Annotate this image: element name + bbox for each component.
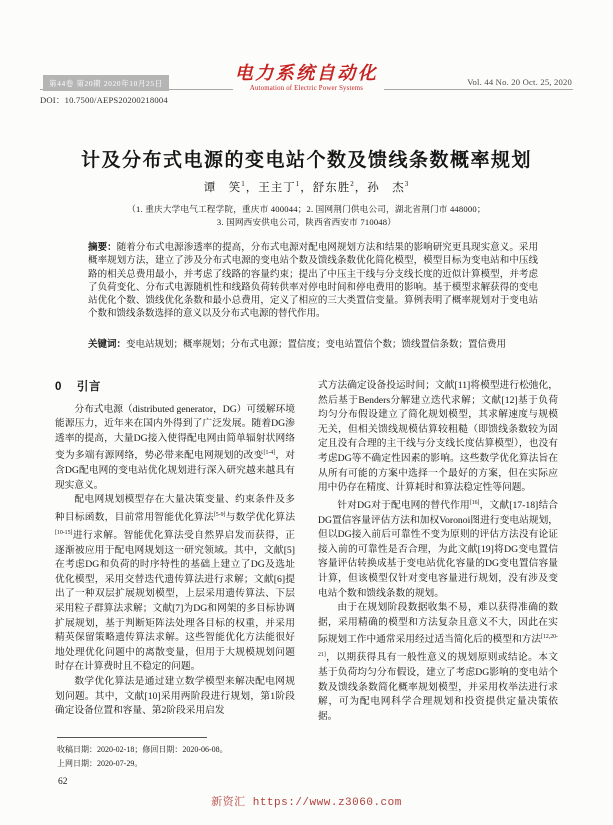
abstract-label: 摘要： bbox=[88, 243, 117, 253]
citation-superscript: 2 bbox=[350, 180, 355, 189]
text-run: 与数学优化算法 bbox=[225, 512, 296, 524]
section-number: 0 bbox=[55, 381, 62, 393]
keywords bbox=[88, 339, 538, 352]
paragraph bbox=[318, 379, 558, 496]
text-run: 配电网规划模型存在大量决策变量、约束条件及多种目标函数，目前常用智能优化算法 bbox=[55, 494, 295, 524]
issue-info-en: Vol. 44 No. 20 Oct. 25, 2020 bbox=[467, 77, 572, 87]
left-column bbox=[55, 379, 295, 724]
citation-superscript: [10-15] bbox=[55, 529, 73, 536]
doi: DOI：10.7500/AEPS20200218004 bbox=[40, 95, 168, 105]
text-run: ，对含DG配电网的变电站优化规划进行深入研究越来越具有现实意义。 bbox=[55, 450, 295, 491]
issue-info-cn: 第44卷 第20期 2020年10月25日 bbox=[43, 75, 169, 91]
paragraph bbox=[55, 675, 295, 719]
footnote-dates-line-2: 上网日期：2020-07-29。 bbox=[57, 758, 143, 768]
citation-superscript: 3 bbox=[404, 180, 410, 189]
footnote-rule bbox=[57, 737, 207, 738]
text-run: 针对DG对于配电网的替代作用 bbox=[337, 499, 470, 511]
citation-superscript: [1-4] bbox=[263, 450, 276, 457]
footnote-block bbox=[57, 737, 317, 770]
right-column bbox=[318, 379, 558, 724]
affiliation-line-1: （1. 重庆大学电气工程学院，重庆市 400044；2. 国网荆门供电公司，湖北省荆门市 448000； bbox=[127, 204, 486, 214]
page-number: 62 bbox=[58, 777, 68, 787]
keywords-label: 关键词： bbox=[88, 340, 127, 350]
text-run: 进行求解。智能优化算法受自然界启发而获得，正逐渐被应用于配电网规划这一研究领域。其中，文献[5]在考虑DG和负荷的时序特性的基础上建立了DG及选址优化模型，采用交替迭代遗传算法进行求解；文献[6]提出了一种双层扩展规划模型，上层采用遗传算法、下层采用粒子群算法求解；文献[7]为DG和网架的多目标协调扩展规划，基于判断矩阵法处理各目标的权重，并采用精英保留策略遗传算法求解。这些智能优化方法能很好地处理优化问题中的离散变量，但用于大规模规划问题时存在计算费时且不稳定的问题。 bbox=[55, 530, 295, 673]
text-run: ，以期获得具有一般性意义的规划原则或结论。本文基于负荷均匀分布假设，建立了考虑DG影响的变电站个数及馈线条数简化概率规划模型，并采用枚举法进行求解，可为配电网科学合理规划和投资提供定量决策依据。 bbox=[318, 652, 558, 722]
citation-superscript: [5-9] bbox=[213, 511, 226, 518]
footnote-dates-line-1: 收稿日期：2020-02-18；修回日期：2020-06-08。 bbox=[57, 745, 228, 754]
text-run: 谭 笑 bbox=[203, 182, 242, 194]
affiliation-line-2: 3. 国网西安供电公司，陕西省西安市 710048） bbox=[216, 217, 397, 227]
paragraph bbox=[318, 496, 558, 601]
journal-name-en: Automation of Electric Power Systems bbox=[249, 84, 364, 92]
citation-superscript: 1 bbox=[241, 180, 246, 189]
abstract bbox=[88, 242, 538, 322]
text-run: 数学优化算法是通过建立数学模型来解决配电网规划问题。其中，文献[10]采用两阶段进行规划，第1阶段确定设备位置和容量、第2阶段采用启发 bbox=[55, 675, 295, 717]
text-run: 式方法确定设备投运时间；文献[11]将模型进行松弛化，然后基于Benders分解建立迭代求解；文献[12]基于负荷均匀分布假设建立了简化规划模型，其求解速度与规模无关，但相关馈线规模估算较粗糙（即馈线条数较为固定且没有合理的主干线与分支线长度估算模型），也没有考虑DG等不确定性因素的影响。这些数学优化算法旨在从所有可能的方案中选择一个最好的方案，但在实际应用中仍存在精度、计算耗时和算法稳定性等问题。 bbox=[318, 380, 558, 494]
paper-title: 计及分布式电源的变电站个数及馈线条数概率规划 bbox=[80, 150, 532, 171]
paragraph bbox=[55, 403, 295, 494]
authors-line bbox=[0, 179, 613, 195]
keywords-text: 变电站规划；概率规划；分布式电源；置信度；变电站置信个数；馈线置信条数；置信费用 bbox=[126, 340, 507, 350]
text-run: 分布式电源（distributed generator，DG）可缓解环境能源压力，近年来在国内外得到了广泛发展。随着DG渗透率的提高，大量DG接入使得配电网由简单辐射状网络变为多端有源网络，势必带来配电网规划的改变 bbox=[55, 403, 295, 462]
citation-superscript: [12,20-21] bbox=[318, 634, 558, 659]
paragraph bbox=[55, 493, 295, 675]
paragraph bbox=[318, 601, 558, 724]
body-columns bbox=[55, 379, 558, 724]
text-run: 由于在规划阶段数据收集不易，难以获得准确的数据，采用精确的模型和方法复杂且意义不大，因此在实际规划工作中通常采用经过适当简化后的模型和方法 bbox=[318, 602, 558, 646]
right-column-paragraphs bbox=[318, 379, 558, 724]
text-run: ，文献[17-18]结合DG置信容量评估方法和加权Voronoi图进行变电站规划，但以DG接入前后可靠性不变为原则的评估方法没有论证接入前的可靠性是否合理，为此文献[19]将DG变电置信容量评估转换成基于变电站优化容量的DG变电置信容量计算，但该模型仅针对变电容量进行规划，没有涉及变电站个数和馈线条数的规划。 bbox=[318, 499, 558, 599]
left-column-paragraphs bbox=[55, 403, 295, 719]
watermark-link[interactable]: 新资汇 https://www.z3060.com bbox=[211, 797, 402, 809]
text-run: ，王主丁 bbox=[245, 182, 296, 194]
abstract-text: 随着分布式电源渗透率的提高，分布式电源对配电网规划方法和结果的影响研究更具现实意义。采用概率规划方法，建立了涉及分布式电源的变电站个数及馈线条数优化简化模型，模型目标为变电站和中压线路的相关总费用最小，并考虑了线路的容量约束；提出了中压主干线与分支线长度的近似计算模型，并考虑了负荷变化、分布式电源随机性和线路负荷转供率对停电时间和停电费用的影响。基于模型求解获得的变电站优化个数、馈线优化条数和最小总费用，定义了相应的三大类置信变量。算例表明了概率规划对于变电站个数和馈线条数选择的意义以及分布式电源的替代作用。 bbox=[88, 243, 538, 320]
text-run: ，舒东胜 bbox=[300, 182, 351, 194]
section-heading-introduction bbox=[55, 380, 295, 395]
citation-superscript: [16] bbox=[469, 499, 480, 506]
section-title: 引言 bbox=[76, 381, 101, 393]
citation-superscript: 1 bbox=[295, 180, 301, 189]
journal-name-cn: 电力系统自动化 bbox=[234, 63, 379, 83]
text-run: ，孙 杰 bbox=[354, 182, 405, 194]
